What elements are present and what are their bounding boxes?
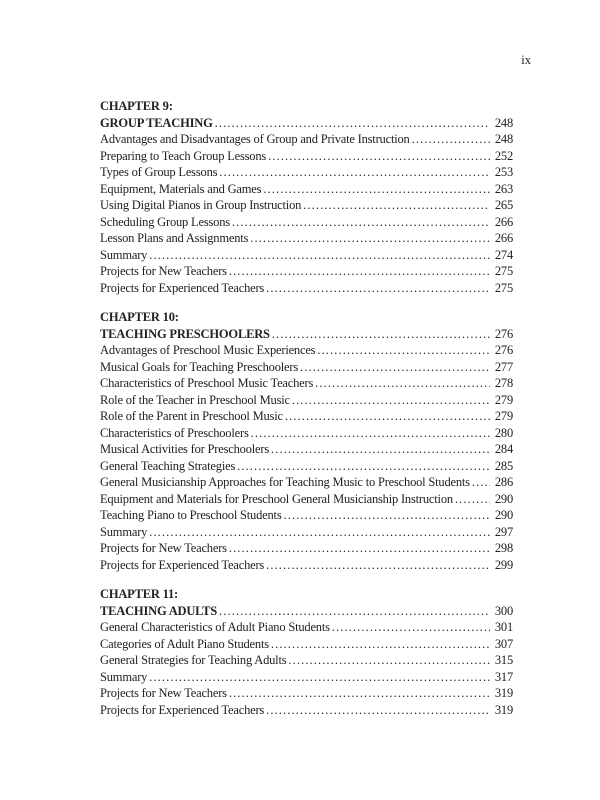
chapter-title: TEACHING PRESCHOOLERS xyxy=(100,326,270,341)
chapter-section xyxy=(100,586,513,718)
dot-leader xyxy=(149,247,490,264)
dot-leader xyxy=(303,197,490,214)
chapter-label: CHAPTER 11: xyxy=(100,587,179,601)
entry-title: Summary xyxy=(100,669,148,684)
toc-entry xyxy=(100,375,513,392)
entry-page-number: 279 xyxy=(494,409,513,423)
page-number-folio: ix xyxy=(521,53,531,67)
entry-title: General Characteristics of Adult Piano Students xyxy=(100,620,330,634)
entry-title: Characteristics of Preschool Music Teachers xyxy=(100,376,314,390)
dot-leader xyxy=(271,441,490,458)
dot-leader xyxy=(271,636,490,653)
dot-leader xyxy=(285,408,490,425)
entry-title: General Musicianship Approaches for Teaching Music to Preschool Students xyxy=(100,475,470,489)
toc-entry xyxy=(100,214,513,231)
entry-page-number: 265 xyxy=(494,198,513,212)
toc-entry xyxy=(100,342,513,359)
entry-title: Types of Group Lessons xyxy=(100,165,218,179)
toc-entry xyxy=(100,181,513,198)
entry-page-number: 284 xyxy=(494,442,513,456)
entry-title: Musical Goals for Teaching Preschoolers xyxy=(100,359,298,374)
toc-entry xyxy=(100,524,513,541)
chapter-title-row xyxy=(100,603,513,620)
entry-page-number: 248 xyxy=(494,132,513,146)
entry-title: Using Digital Pianos in Group Instruction xyxy=(100,198,302,212)
dot-leader xyxy=(237,458,490,475)
chapter-title-row xyxy=(100,326,513,343)
toc-entry xyxy=(100,164,513,181)
toc-entry xyxy=(100,557,513,574)
entry-title: Equipment and Materials for Preschool General Musicianship Instruction xyxy=(100,491,453,506)
dot-leader xyxy=(300,359,490,376)
dot-leader xyxy=(149,524,490,541)
chapter-page-number: 248 xyxy=(494,115,513,130)
entry-title: General Strategies for Teaching Adults xyxy=(100,653,287,667)
entry-title: General Teaching Strategies xyxy=(100,458,236,473)
chapter-label: CHAPTER 9: xyxy=(100,99,173,113)
dot-leader xyxy=(250,230,490,247)
entry-title: Preparing to Teach Group Lessons xyxy=(100,148,267,163)
dot-leader xyxy=(283,507,489,524)
chapter-section xyxy=(100,309,513,573)
entry-page-number: 253 xyxy=(494,165,513,179)
dot-leader xyxy=(219,603,490,620)
dot-leader xyxy=(272,326,490,343)
dot-leader xyxy=(412,131,490,148)
chapter-title-row xyxy=(100,115,513,132)
chapter-title: TEACHING ADULTS xyxy=(100,603,218,618)
entry-title: Teaching Piano to Preschool Students xyxy=(100,508,282,522)
entry-title: Projects for New Teachers xyxy=(100,264,227,278)
entry-title: Role of the Parent in Preschool Music xyxy=(100,409,283,423)
entry-page-number: 279 xyxy=(494,392,513,407)
entry-title: Categories of Adult Piano Students xyxy=(100,636,269,651)
entry-title: Advantages and Disadvantages of Group and Private Instruction xyxy=(100,132,410,146)
toc-entry xyxy=(100,425,513,442)
entry-page-number: 274 xyxy=(494,247,513,262)
entry-title: Projects for Experienced Teachers xyxy=(100,280,265,295)
toc-entry xyxy=(100,636,513,653)
entry-title: Musical Activities for Preschoolers xyxy=(100,442,270,456)
toc-entry xyxy=(100,359,513,376)
entry-page-number: 285 xyxy=(494,458,513,473)
toc-entry xyxy=(100,131,513,148)
entry-page-number: 290 xyxy=(494,508,513,522)
entry-page-number: 277 xyxy=(494,359,513,374)
entry-page-number: 278 xyxy=(494,376,513,390)
entry-page-number: 275 xyxy=(494,280,513,295)
toc-entry xyxy=(100,230,513,247)
toc-entry xyxy=(100,540,513,557)
toc-entry xyxy=(100,491,513,508)
entry-page-number: 266 xyxy=(494,231,513,245)
entry-page-number: 315 xyxy=(494,653,513,667)
entry-page-number: 307 xyxy=(494,636,513,651)
entry-page-number: 297 xyxy=(494,524,513,539)
dot-leader xyxy=(215,115,490,132)
entry-title: Projects for Experienced Teachers xyxy=(100,702,265,717)
toc-entry xyxy=(100,507,513,524)
toc-entry xyxy=(100,263,513,280)
entry-page-number: 319 xyxy=(494,686,513,700)
dot-leader xyxy=(232,214,490,231)
entry-title: Characteristics of Preschoolers xyxy=(100,425,249,440)
entry-title: Equipment, Materials and Games xyxy=(100,181,262,196)
chapter-label: CHAPTER 10: xyxy=(100,310,179,324)
entry-page-number: 275 xyxy=(494,264,513,278)
entry-page-number: 280 xyxy=(494,425,513,440)
entry-page-number: 286 xyxy=(494,475,513,489)
entry-page-number: 317 xyxy=(494,669,513,684)
chapter-page-number: 300 xyxy=(494,603,513,618)
toc-entry xyxy=(100,669,513,686)
entry-title: Summary xyxy=(100,247,148,262)
toc-entry xyxy=(100,408,513,425)
dot-leader xyxy=(472,474,490,491)
toc-entry xyxy=(100,148,513,165)
dot-leader xyxy=(229,263,490,280)
dot-leader xyxy=(266,557,490,574)
entry-title: Projects for New Teachers xyxy=(100,686,227,700)
dot-leader xyxy=(332,619,490,636)
table-of-contents xyxy=(100,98,513,718)
dot-leader xyxy=(229,540,490,557)
entry-title: Projects for Experienced Teachers xyxy=(100,557,265,572)
entry-title: Projects for New Teachers xyxy=(100,541,227,555)
entry-title: Lesson Plans and Assignments xyxy=(100,231,249,245)
entry-page-number: 301 xyxy=(494,620,513,634)
dot-leader xyxy=(292,392,490,409)
entry-page-number: 276 xyxy=(494,343,513,357)
entry-page-number: 299 xyxy=(494,557,513,572)
toc-entry xyxy=(100,685,513,702)
dot-leader xyxy=(219,164,490,181)
dot-leader xyxy=(229,685,490,702)
dot-leader xyxy=(288,652,489,669)
toc-entry xyxy=(100,392,513,409)
chapter-page-number: 276 xyxy=(494,326,513,341)
dot-leader xyxy=(455,491,490,508)
dot-leader xyxy=(268,148,490,165)
chapter-section xyxy=(100,98,513,296)
dot-leader xyxy=(317,342,489,359)
dot-leader xyxy=(251,425,490,442)
dot-leader xyxy=(149,669,490,686)
toc-entry xyxy=(100,441,513,458)
toc-entry xyxy=(100,619,513,636)
entry-page-number: 263 xyxy=(494,181,513,196)
dot-leader xyxy=(315,375,490,392)
dot-leader xyxy=(263,181,490,198)
toc-entry xyxy=(100,280,513,297)
entry-page-number: 290 xyxy=(494,491,513,506)
dot-leader xyxy=(266,702,490,719)
entry-title: Scheduling Group Lessons xyxy=(100,214,230,229)
chapter-title: GROUP TEACHING xyxy=(100,115,213,130)
toc-entry xyxy=(100,458,513,475)
dot-leader xyxy=(266,280,490,297)
entry-title: Advantages of Preschool Music Experiences xyxy=(100,343,316,357)
entry-title: Role of the Teacher in Preschool Music xyxy=(100,392,290,407)
entry-page-number: 298 xyxy=(494,541,513,555)
toc-entry xyxy=(100,247,513,264)
entry-title: Summary xyxy=(100,524,148,539)
entry-page-number: 252 xyxy=(494,148,513,163)
entry-page-number: 266 xyxy=(494,214,513,229)
entry-page-number: 319 xyxy=(494,702,513,717)
toc-entry xyxy=(100,652,513,669)
toc-entry xyxy=(100,474,513,491)
toc-entry xyxy=(100,702,513,719)
toc-entry xyxy=(100,197,513,214)
